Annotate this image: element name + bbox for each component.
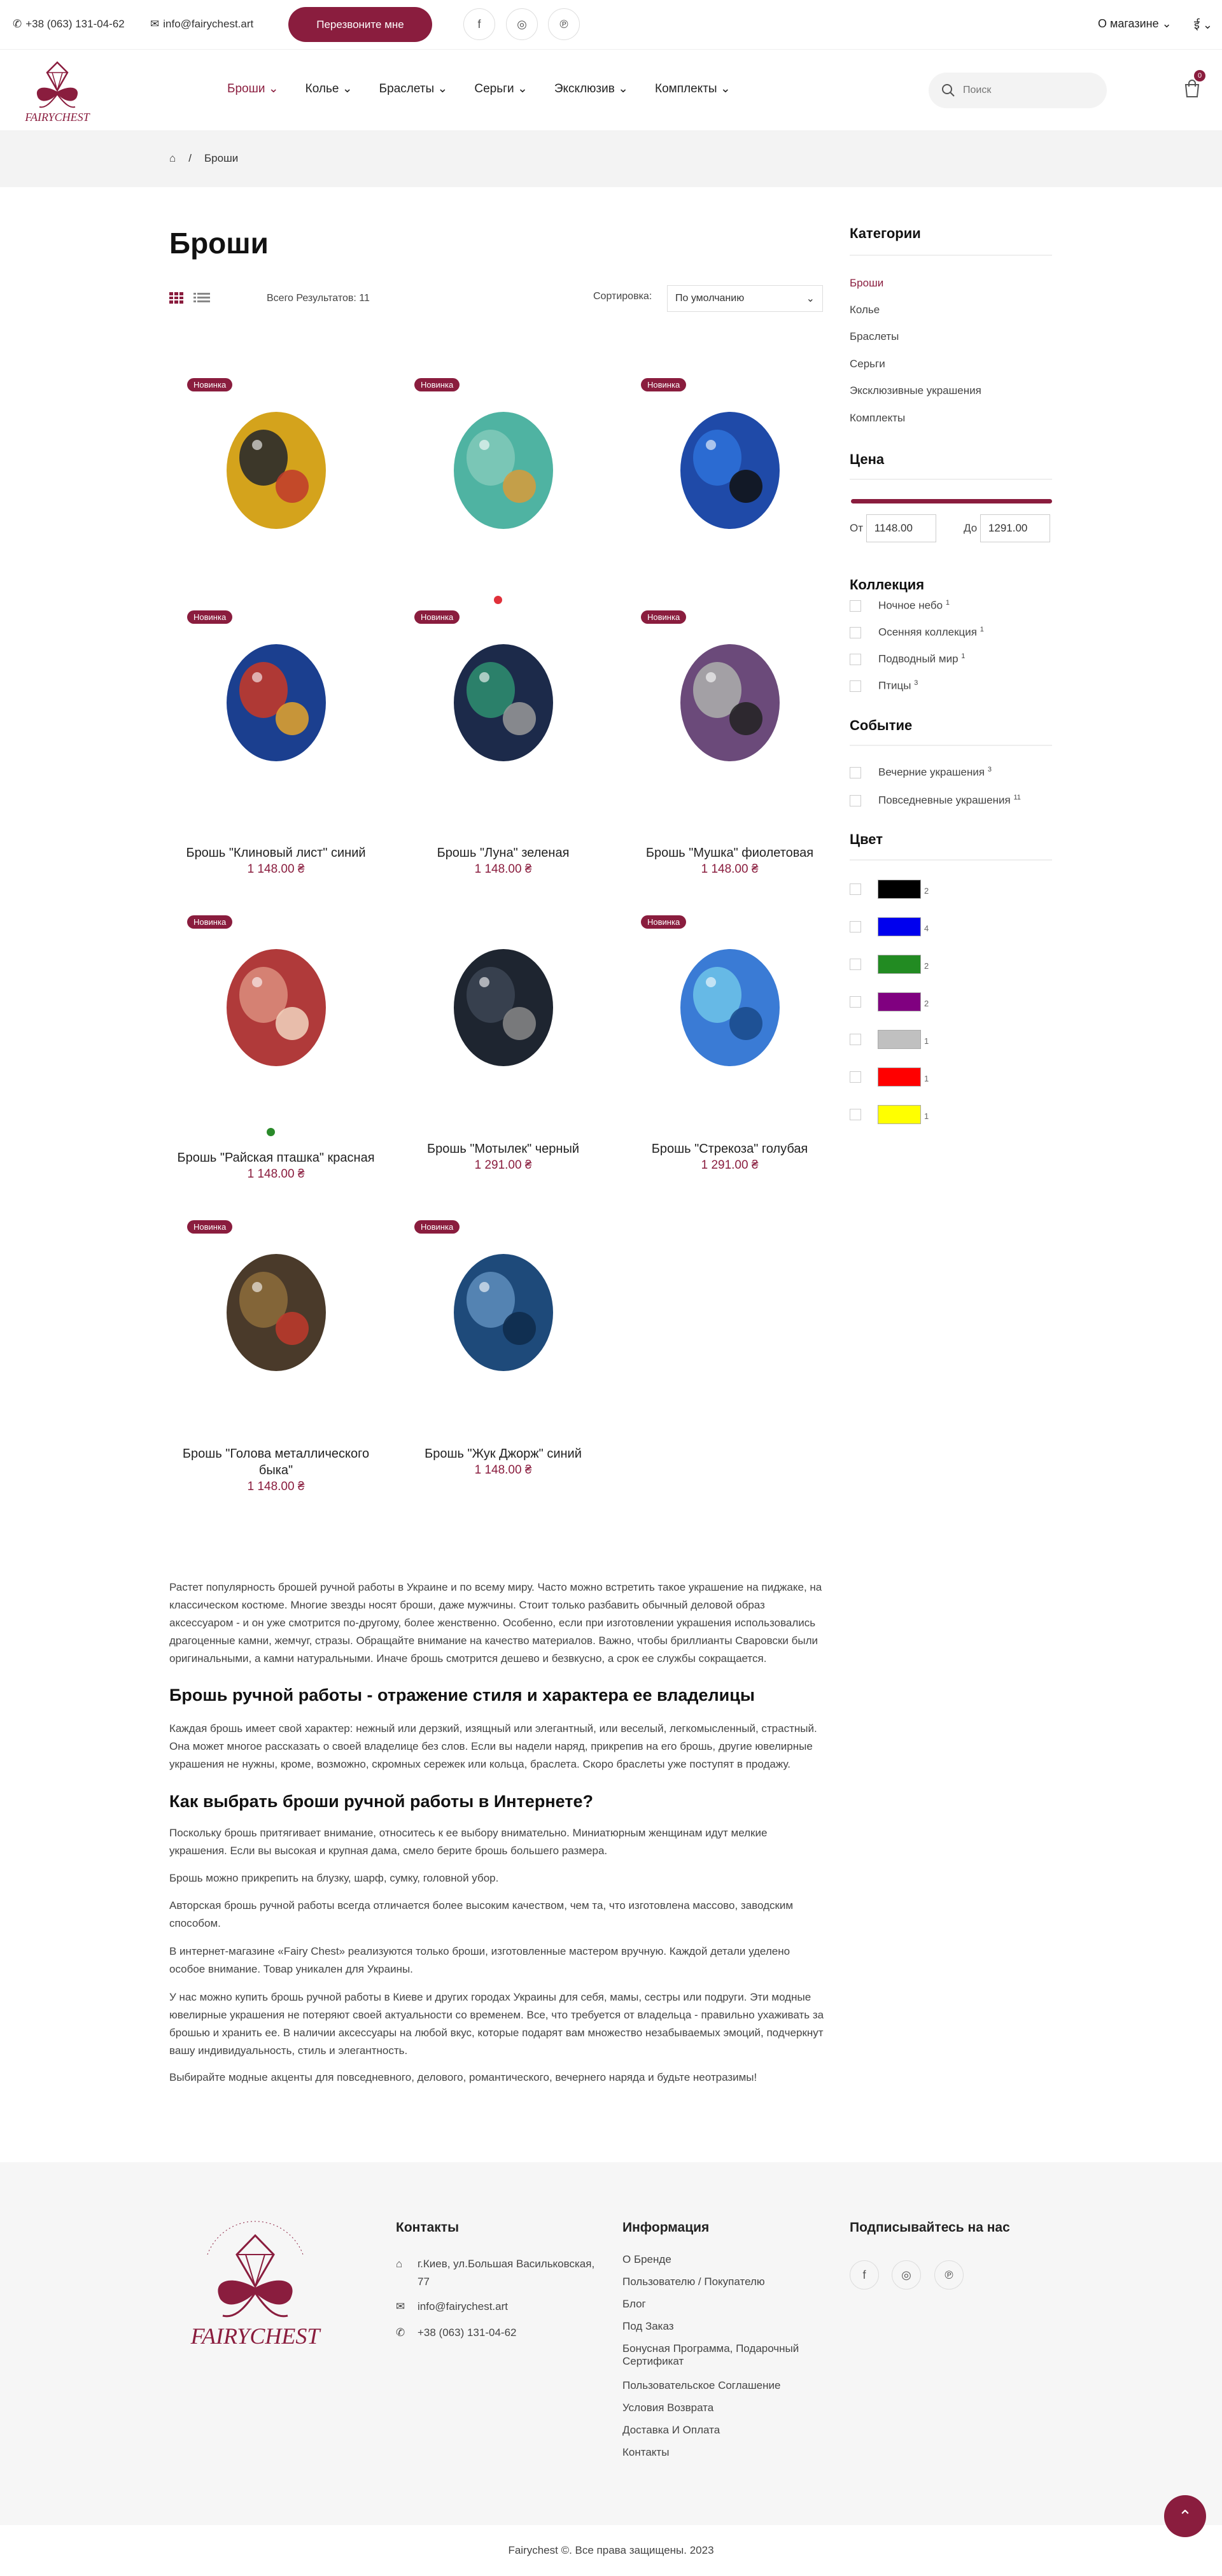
product-image[interactable]	[169, 903, 383, 1113]
footer-info-link[interactable]: Бонусная Программа, Подарочный Сертификат	[622, 2342, 799, 2367]
chevron-down-icon: ⌄	[342, 82, 353, 95]
footer-info-link[interactable]: Под Заказ	[622, 2320, 674, 2332]
sort-label: Сортировка:	[593, 291, 652, 302]
product-image[interactable]	[397, 365, 610, 575]
price-to-input[interactable]	[980, 514, 1050, 542]
footer-info-link[interactable]: Пользователю / Покупателю	[622, 2276, 765, 2288]
filter-count: 3	[914, 679, 918, 687]
color-count: 1	[924, 1111, 929, 1121]
divider	[850, 255, 1052, 256]
nav-item-exclusive[interactable]: Эксклюзив ⌄	[554, 82, 629, 95]
category-item[interactable]: Комплекты	[850, 412, 906, 424]
new-badge: Новинка	[187, 610, 232, 624]
product-image[interactable]	[397, 1207, 610, 1418]
instagram-icon[interactable]: ◎	[506, 8, 538, 40]
chevron-down-icon: ⌄	[1162, 17, 1172, 30]
product-image[interactable]	[169, 1207, 383, 1418]
color-count: 2	[924, 961, 929, 971]
nav-item-sets[interactable]: Комплекты ⌄	[655, 82, 731, 95]
color-swatch[interactable]	[878, 955, 921, 974]
product-name[interactable]: Брошь "Мотылек" черный	[426, 1142, 580, 1156]
copyright: Fairychest ©. Все права защищены. 2023	[508, 2544, 714, 2556]
chevron-down-icon: ⌄	[806, 293, 815, 304]
categories-title: Категории	[850, 225, 921, 241]
pinterest-icon[interactable]: ℗	[548, 8, 580, 40]
color-count: 1	[924, 1036, 929, 1046]
filter-count: 11	[1013, 794, 1021, 801]
product-image[interactable]	[169, 598, 383, 808]
bag-icon	[1183, 79, 1202, 98]
price-from: От 1148.00	[850, 514, 936, 542]
color-count: 2	[924, 999, 929, 1008]
about-menu[interactable]: О магазине ⌄	[1098, 17, 1172, 30]
logo[interactable]	[10, 53, 104, 129]
grid-view-icon[interactable]	[169, 292, 183, 304]
collection-title: Коллекция	[850, 577, 925, 593]
product-image[interactable]	[623, 903, 836, 1113]
filter-label[interactable]: Вечерние украшения $^3$	[878, 766, 992, 778]
seo-paragraph: У нас можно купить брошь ручной работы в Киеве и других городах Украины для себя, мамы, сестры или подруги. Эти модные ювелирные украшения не потеряют своей актуальности со временем. Все, что требуется от владельца - правильно ухаживать за брошью и хранить ее. В наличии аксессуары на любой вкус, которые подарят вам множество незабываемых эмоций, подчеркнут вашу индивидуальность, стиль и элегантность.	[169, 1991, 824, 2057]
facebook-icon[interactable]: f	[850, 2260, 879, 2290]
seo-paragraph: Брошь можно прикрепить на блузку, шарф, сумку, головной убор.	[169, 1872, 499, 1884]
price-title: Цена	[850, 451, 885, 467]
new-badge: Новинка	[187, 1220, 232, 1234]
color-swatch[interactable]	[878, 1105, 921, 1124]
product-name[interactable]: Брошь "Стрекоза" голубая	[651, 1142, 808, 1156]
cart-button[interactable]	[1183, 72, 1202, 98]
product-image[interactable]	[169, 365, 383, 575]
seo-paragraph: Растет популярность брошей ручной работы в Украине и по всему миру. Часто можно встретить такое украшение на пиджаке, на классическом костюме. Многие звезды носят броши, даже мужчины. Стоит только разбавить обычный деловой образ аксессуаром - и он уже смотрится по-другому, более женственно. Особенно, если при изготовлении украшения использовались драгоценные камни, жемчуг, стразы. Обращайте внимание на качество материалов. Важно, чтобы бриллианты Сваровски были оригинальными, а камни натуральными. Иначе брошь смотрится дешево и безвкусно, а срок ее службы сокращается.	[169, 1581, 822, 1665]
product-price: 1 148.00 ₴	[701, 862, 759, 876]
filter-checkbox[interactable]	[850, 627, 861, 638]
product-name[interactable]: Брошь "Луна" зеленая	[437, 846, 570, 860]
color-checkbox[interactable]	[850, 921, 861, 933]
filter-checkbox[interactable]	[850, 654, 861, 665]
color-swatch[interactable]	[878, 1067, 921, 1087]
callback-button[interactable]: Перезвоните мне	[288, 7, 432, 42]
mail-icon: ✉	[396, 2300, 405, 2312]
color-checkbox[interactable]	[850, 1109, 861, 1120]
color-swatch[interactable]	[878, 880, 921, 899]
divider	[850, 859, 1052, 861]
product-image[interactable]	[623, 365, 836, 575]
product-price: 1 291.00 ₴	[474, 1158, 532, 1172]
breadcrumb	[0, 131, 1222, 187]
list-view-icon[interactable]	[193, 292, 210, 304]
new-badge: Новинка	[414, 378, 460, 391]
price-slider[interactable]	[851, 499, 1052, 503]
chevron-up-icon: ⌃	[1178, 2506, 1192, 2526]
email-link[interactable]: ✉ info@fairychest.art	[150, 18, 254, 30]
product-image[interactable]	[623, 598, 836, 808]
product-price: 1 291.00 ₴	[701, 1158, 759, 1172]
footer-info-link[interactable]: Доставка И Оплата	[622, 2424, 720, 2436]
product-name[interactable]: Брошь "Клиновый лист" синий	[186, 846, 366, 860]
footer-info-link[interactable]: Блог	[622, 2298, 646, 2310]
event-title: Событие	[850, 717, 913, 733]
facebook-icon[interactable]: f	[463, 8, 495, 40]
seo-heading: Как выбрать броши ручной работы в Интернете?	[169, 1792, 594, 1811]
phone-link[interactable]: ✆ +38 (063) 131-04-62	[13, 18, 125, 30]
category-item[interactable]: Эксклюзивные украшения	[850, 384, 981, 397]
product-price: 1 148.00 ₴	[247, 1480, 305, 1493]
footer-info-link[interactable]: О Бренде	[622, 2253, 671, 2265]
instagram-icon[interactable]: ◎	[892, 2260, 921, 2290]
seo-paragraph: Авторская брошь ручной работы всегда отличается более высоким качеством, чем та, что изготовлена массово, заводским способом.	[169, 1899, 794, 1929]
seo-paragraph: Выбирайте модные акценты для повседневного, делового, романтического, вечернего наряда и будьте неотразимы!	[169, 2071, 757, 2083]
sort-select[interactable]: По умолчанию ⌄	[667, 285, 823, 312]
nav-item-earrings[interactable]: Серьги ⌄	[474, 82, 528, 95]
divider	[850, 479, 1052, 480]
price-from-input[interactable]	[866, 514, 936, 542]
color-dot[interactable]	[494, 596, 502, 604]
product-price: 1 148.00 ₴	[247, 1167, 305, 1181]
nav-item-necklaces[interactable]: Колье ⌄	[305, 82, 353, 95]
new-badge: Новинка	[187, 915, 232, 929]
filter-checkbox[interactable]	[850, 795, 861, 806]
new-badge: Новинка	[641, 915, 686, 929]
search-input[interactable]	[963, 85, 1078, 96]
color-count: 4	[924, 924, 929, 933]
category-item[interactable]: Колье	[850, 304, 880, 316]
main-nav	[227, 81, 757, 96]
color-count: 2	[924, 886, 929, 896]
view-toggle	[169, 292, 210, 304]
new-badge: Новинка	[641, 610, 686, 624]
footer-email[interactable]: ✉ info@fairychest.art	[396, 2300, 508, 2312]
filter-label[interactable]: Осенняя коллекция $^1$	[878, 626, 984, 638]
breadcrumb-current: Броши	[204, 152, 239, 164]
color-checkbox[interactable]	[850, 1034, 861, 1045]
product-price: 1 148.00 ₴	[247, 862, 305, 876]
product-image[interactable]	[397, 903, 610, 1113]
new-badge: Новинка	[187, 378, 232, 391]
page-title: Броши	[169, 227, 269, 260]
filter-label[interactable]: Ночное небо $^1$	[878, 599, 950, 612]
price-to: До 1291.00	[964, 514, 1050, 542]
filter-checkbox[interactable]	[850, 680, 861, 692]
logo-graphic	[10, 53, 104, 129]
footer-phone[interactable]: ✆ +38 (063) 131-04-62	[396, 2326, 517, 2339]
filter-label[interactable]: Повседневные украшения $^{11}$	[878, 794, 1021, 806]
product-name[interactable]: Брошь "Голова металлического быка"	[182, 1447, 370, 1477]
chevron-down-icon: ⌄	[618, 82, 629, 95]
footer-logo[interactable]	[169, 2216, 341, 2356]
category-item[interactable]: Броши	[850, 277, 884, 289]
filter-label[interactable]: Птицы $^3$	[878, 679, 918, 692]
filter-count: 1	[961, 652, 966, 660]
filter-count: 3	[987, 766, 992, 773]
logo-graphic	[169, 2216, 341, 2356]
seo-paragraph: Поскольку брошь притягивает внимание, относитесь к ее выбору внимательно. Миниатюрным женщинам идут мелкие украшения. Если вы высокая и крупная дама, смело берите брошь большего размера.	[169, 1827, 768, 1857]
follow-title: Подписывайтесь на нас	[850, 2220, 1010, 2235]
color-checkbox[interactable]	[850, 959, 861, 970]
pinterest-icon[interactable]: ℗	[934, 2260, 964, 2290]
chevron-down-icon: ⌄	[720, 82, 731, 95]
filter-count: 1	[980, 626, 984, 633]
top-bar	[0, 0, 1222, 50]
home-icon: ⌂	[396, 2258, 403, 2270]
divider	[850, 745, 1052, 746]
info-title: Информация	[622, 2220, 710, 2235]
search-icon[interactable]	[941, 83, 955, 97]
phone-icon: ✆	[13, 18, 22, 30]
category-item[interactable]: Браслеты	[850, 330, 899, 342]
product-price: 1 148.00 ₴	[474, 862, 532, 876]
chevron-down-icon: ⌄	[517, 82, 528, 95]
nav-item-brooches[interactable]: Броши ⌄	[227, 82, 279, 95]
contacts-title: Контакты	[396, 2220, 460, 2235]
language-menu[interactable]: ई ⌄	[1194, 18, 1212, 31]
footer-info-link[interactable]: Пользовательское Соглашение	[622, 2379, 781, 2391]
product-name[interactable]: Брошь "Мушка" фиолетовая	[645, 846, 814, 860]
seo-heading: Брошь ручной работы - отражение стиля и характера ее владелицы	[169, 1686, 755, 1705]
color-checkbox[interactable]	[850, 996, 861, 1008]
results-count: Всего Результатов: 11	[267, 293, 370, 304]
breadcrumb-separator: /	[188, 152, 192, 164]
color-checkbox[interactable]	[850, 1071, 861, 1083]
filter-count: 1	[945, 599, 950, 607]
svg-text:FAIRYCHEST: FAIRYCHEST	[25, 111, 90, 123]
color-checkbox[interactable]	[850, 883, 861, 895]
search-box	[929, 73, 1107, 108]
home-icon[interactable]: ⌂	[169, 152, 176, 164]
mail-icon: ✉	[150, 18, 160, 30]
filter-checkbox[interactable]	[850, 767, 861, 778]
product-price: 1 148.00 ₴	[474, 1463, 532, 1477]
product-name[interactable]: Брошь "Жук Джорж" синий	[425, 1447, 582, 1461]
color-title: Цвет	[850, 831, 883, 847]
new-badge: Новинка	[414, 1220, 460, 1234]
color-count: 1	[924, 1074, 929, 1083]
color-swatch[interactable]	[878, 917, 921, 936]
cart-count-badge: 0	[1194, 70, 1205, 81]
address-item: ⌂ г.Киев, ул.Большая Васильковская, 77	[396, 2255, 600, 2291]
seo-paragraph: В интернет-магазине «Fairy Chest» реализуются только броши, изготовленные мастером вручную. Каждой детали уделено особое внимание. Товар уникален для Украины.	[169, 1945, 790, 1975]
color-swatch[interactable]	[878, 1030, 921, 1049]
scroll-to-top-button[interactable]	[1164, 2495, 1206, 2537]
filter-checkbox[interactable]	[850, 600, 861, 612]
seo-paragraph: Каждая брошь имеет свой характер: нежный или дерзкий, изящный или элегантный, или веселый, легкомысленный, страстный. Она может многое рассказать о своей владелице без слов. Если вы надели наряд, прикрепив на его брошь, другие ювелирные украшения не нужны, кроме, возможно, скромных сережек или кольца, браслета. Скоро браслеты уже поступят в продажу.	[169, 1722, 817, 1770]
footer-info-link[interactable]: Условия Возврата	[622, 2402, 714, 2414]
color-swatch[interactable]	[878, 992, 921, 1011]
color-dot[interactable]	[267, 1128, 275, 1136]
chevron-down-icon: ⌄	[1202, 18, 1212, 31]
product-image[interactable]	[397, 598, 610, 808]
footer-info-link[interactable]: Контакты	[622, 2446, 670, 2458]
svg-text:FAIRYCHEST: FAIRYCHEST	[190, 2323, 320, 2349]
new-badge: Новинка	[414, 610, 460, 624]
nav-item-bracelets[interactable]: Браслеты ⌄	[379, 82, 448, 95]
category-item[interactable]: Серьги	[850, 358, 885, 370]
chevron-down-icon: ⌄	[437, 82, 448, 95]
filter-label[interactable]: Подводный мир $^1$	[878, 652, 966, 665]
chevron-down-icon: ⌄	[268, 82, 279, 95]
new-badge: Новинка	[641, 378, 686, 391]
product-name[interactable]: Брошь "Райская пташка" красная	[177, 1151, 375, 1165]
phone-icon: ✆	[396, 2326, 405, 2339]
